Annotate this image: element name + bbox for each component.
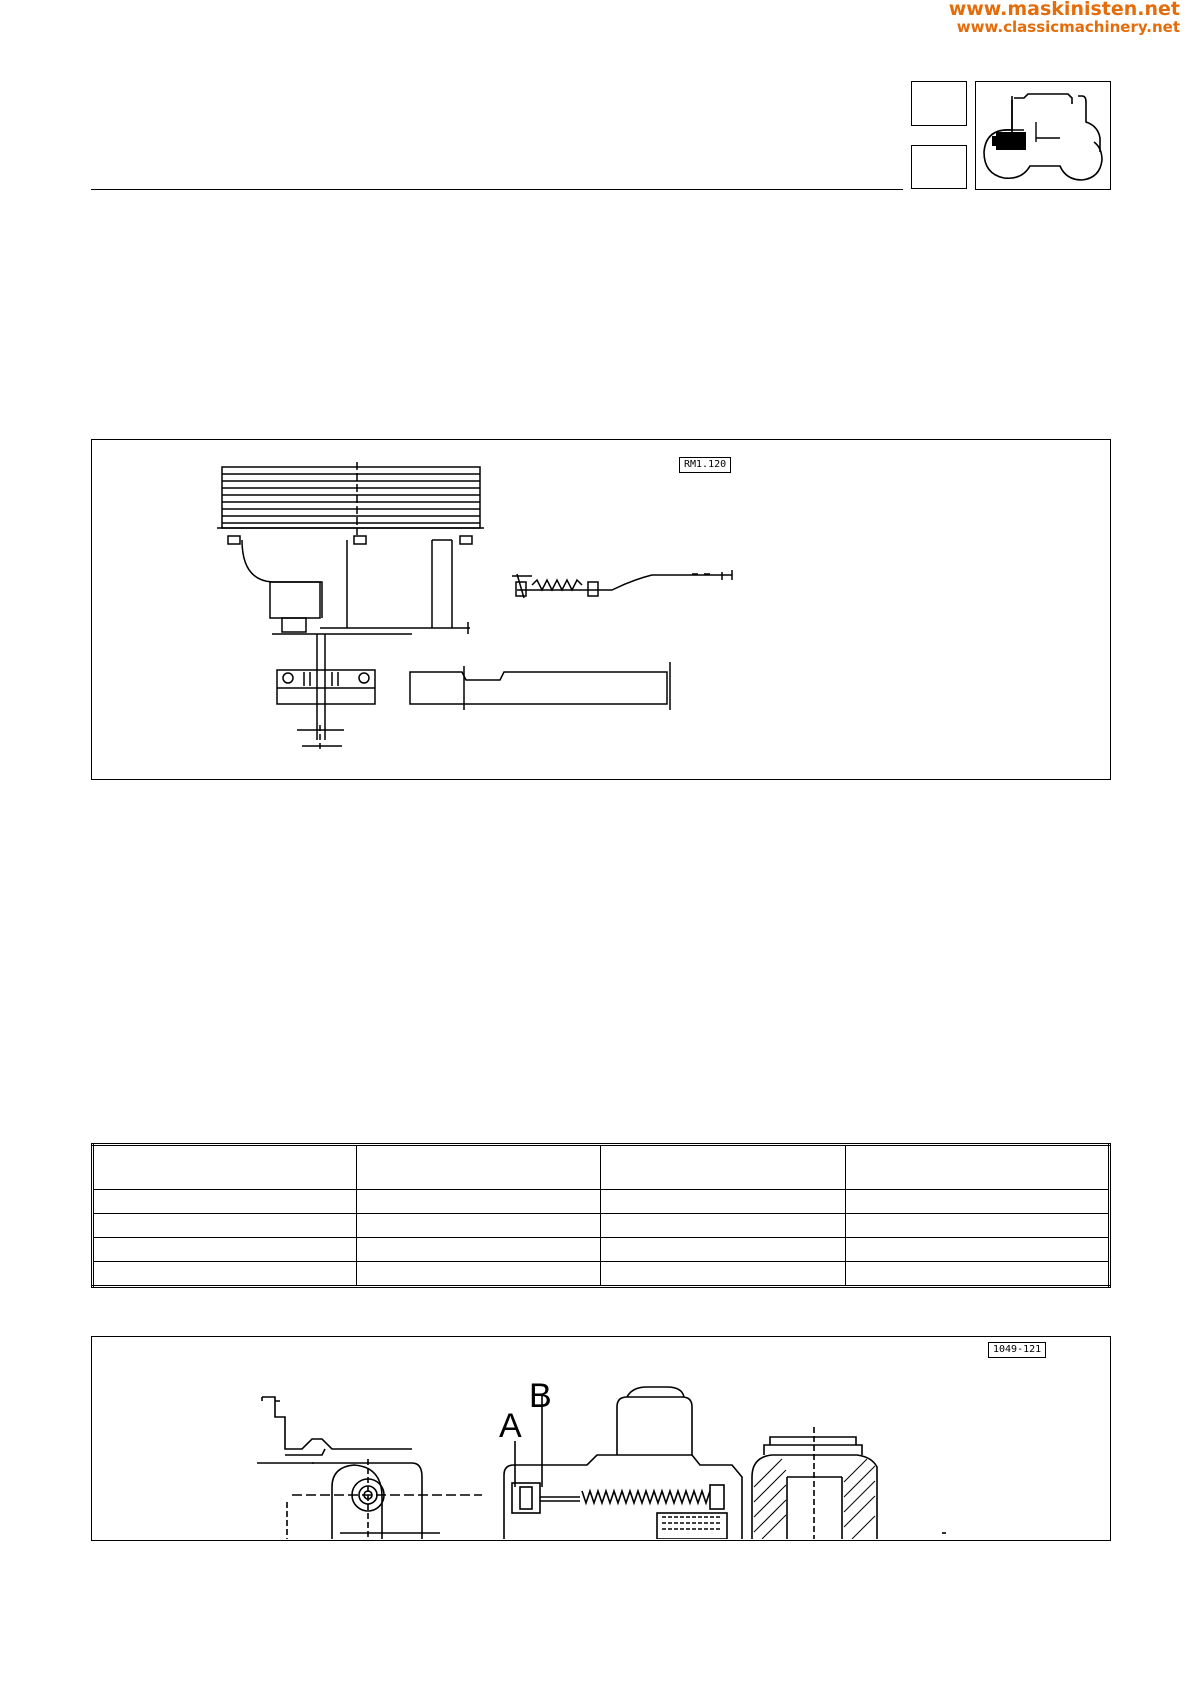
- spec-table: [91, 1143, 1111, 1288]
- table-cell: [846, 1262, 1110, 1287]
- section-box-bottom: [911, 145, 967, 189]
- table-cell: [601, 1214, 846, 1238]
- table-row: [93, 1190, 1110, 1214]
- spec-header-cell: [846, 1145, 1110, 1190]
- figure-1-ref: RM1.120: [679, 457, 731, 473]
- table-row: [93, 1214, 1110, 1238]
- spec-header-cell: [356, 1145, 601, 1190]
- table-cell: [356, 1262, 601, 1287]
- spec-header-cell: [601, 1145, 846, 1190]
- table-row: [93, 1238, 1110, 1262]
- spec-header-cell: [93, 1145, 357, 1190]
- table-cell: [356, 1238, 601, 1262]
- table-cell: [846, 1214, 1110, 1238]
- table-cell: [846, 1238, 1110, 1262]
- table-cell: [601, 1262, 846, 1287]
- figure-1-frame: [91, 439, 1111, 780]
- table-cell: [356, 1190, 601, 1214]
- header-rule: [91, 189, 903, 190]
- table-cell: [846, 1190, 1110, 1214]
- table-cell: [601, 1190, 846, 1214]
- label-b: B: [529, 1377, 552, 1415]
- table-cell: [93, 1238, 357, 1262]
- watermark: [949, 0, 1180, 36]
- figure-1-drawing: [92, 440, 1109, 778]
- table-cell: [93, 1262, 357, 1287]
- figure-2-frame: [91, 1336, 1111, 1541]
- figure-2-drawing: [92, 1337, 1109, 1539]
- table-cell: [93, 1214, 357, 1238]
- table-row: [93, 1262, 1110, 1287]
- spec-table-header: [93, 1145, 1110, 1190]
- table-cell: [93, 1190, 357, 1214]
- tractor-engine-icon: [975, 81, 1111, 190]
- table-cell: [601, 1238, 846, 1262]
- section-box-top: [911, 81, 967, 126]
- figure-2-ref: 1049-121: [988, 1342, 1046, 1358]
- watermark-line-2[interactable]: www.classicmachinery.net: [956, 17, 1180, 36]
- watermark-line-1[interactable]: www.maskinisten.net: [948, 0, 1180, 20]
- label-a: A: [499, 1407, 522, 1445]
- table-cell: [356, 1214, 601, 1238]
